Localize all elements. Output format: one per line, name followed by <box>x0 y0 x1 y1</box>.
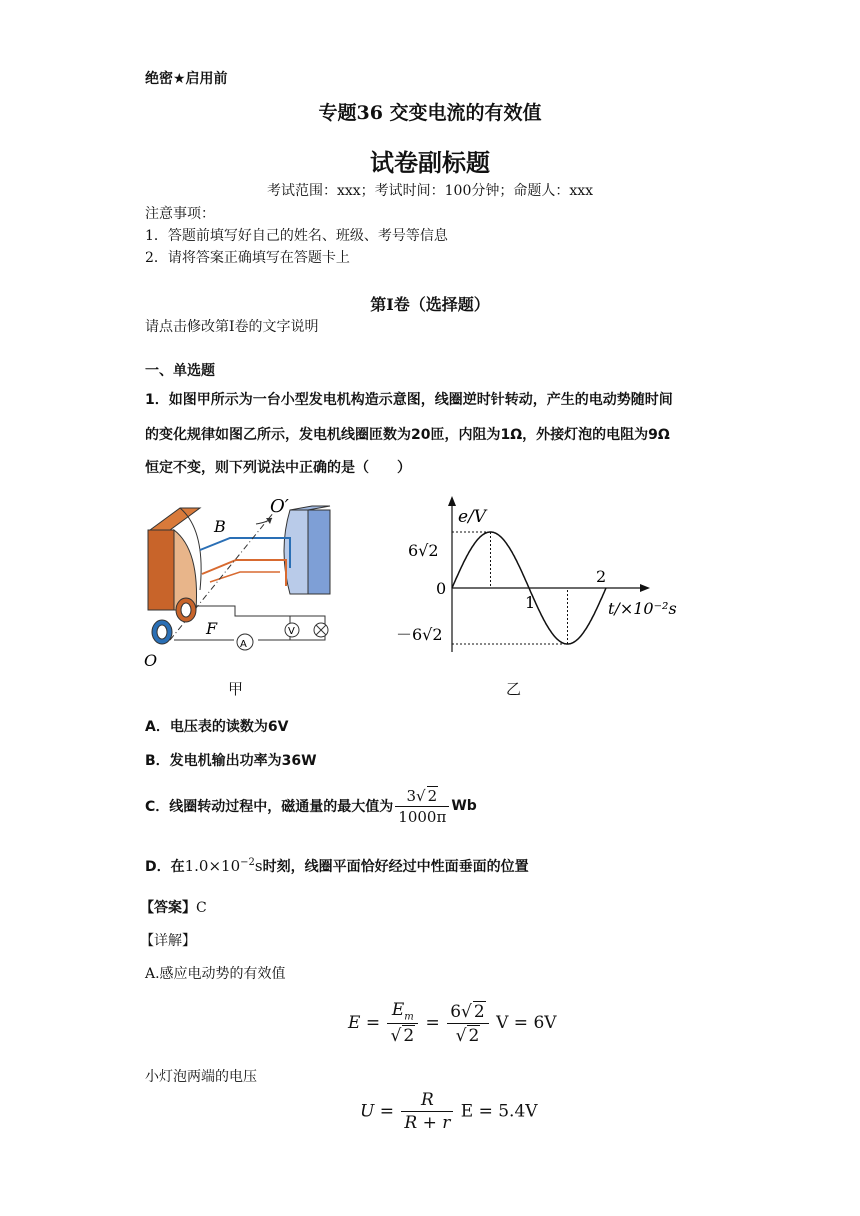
x-axis-label: t/×10⁻²s <box>608 599 677 618</box>
formula1-num1-sub: m <box>404 1011 414 1023</box>
document-title: 专题36 交变电流的有效值 <box>318 102 542 124</box>
x-tick-2: 2 <box>596 567 607 586</box>
option-b: B．发电机输出功率为36W <box>145 753 317 769</box>
notes-item-1: 1．答题前填写好自己的姓名、班级、考号等信息 <box>145 228 448 244</box>
option-d-suffix: 时刻，线圈平面恰好经过中性面垂面的位置 <box>262 859 529 875</box>
label-o-prime: O′ <box>270 496 289 517</box>
formula2-frac <box>401 1090 453 1133</box>
x-tick-1: 1 <box>525 593 536 612</box>
formula-voltage <box>360 1090 538 1133</box>
caption-jia: 甲 <box>228 680 244 698</box>
formula2-rhs: E = 5.4V <box>460 1101 538 1122</box>
section-heading: 一、单选题 <box>145 363 215 379</box>
label-f: F <box>206 619 218 638</box>
option-c-fraction: $\frac{3√ 2}{1000\pi}$ <box>395 786 449 826</box>
formula1-den1-rad: 2 <box>403 1026 415 1047</box>
formula2-num: R <box>401 1090 453 1112</box>
option-c-unit: Wb <box>451 798 477 814</box>
voltmeter-label: V <box>288 626 295 637</box>
option-a: A．电压表的读数为6V <box>145 719 289 735</box>
answer-line <box>140 897 207 917</box>
generator-diagram <box>140 490 340 670</box>
notes-heading: 注意事项： <box>145 206 215 222</box>
detail-label: 【详解】 <box>140 933 196 949</box>
point-a-text: A.感应电动势的有效值 <box>145 966 286 982</box>
formula1-frac1: $\frac{E_m}{√ 2}$ <box>387 1000 418 1046</box>
option-c-prefix: C．线圈转动过程中，磁通量的最大值为 <box>145 799 394 815</box>
emf-chart <box>380 490 700 660</box>
part1-title: 第I卷（选择题） <box>370 295 490 314</box>
y-axis-label: e/V <box>458 507 487 527</box>
option-d-exp: −2 <box>240 857 255 868</box>
formula1-rhs: V = 6V <box>496 1013 557 1034</box>
option-c-num-coef: 3 <box>406 787 417 805</box>
option-d <box>145 856 529 876</box>
formula1-den2-rad: 2 <box>468 1025 480 1046</box>
formula1-frac2: $\frac{6√ 2}{√ 2}$ <box>447 1001 489 1046</box>
question-line-1: 1．如图甲所示为一台小型发电机构造示意图，线圈逆时针转动，产生的电动势随时间 <box>145 392 673 408</box>
option-c-den: 1000π <box>398 808 447 826</box>
option-c <box>145 786 477 826</box>
y-min-label: －6√2 <box>396 625 443 644</box>
answer-label: 【答案】 <box>140 900 196 916</box>
formula-emf: E = $\frac{E_m}{√ 2}$ = $\frac{6√ 2}{√ 2}$ V = 6V <box>348 1000 557 1047</box>
formula2-den: R + r <box>404 1113 451 1133</box>
exam-info: 考试范围：xxx；考试时间：100分钟；命题人：xxx <box>266 183 594 199</box>
formula2-lhs: U = <box>360 1101 394 1122</box>
part1-desc: 请点击修改第I卷的文字说明 <box>145 319 319 335</box>
formula1-lhs: E = <box>348 1013 381 1034</box>
x-axis-arrow <box>640 584 650 592</box>
option-d-unit: s <box>254 857 263 875</box>
option-d-prefix: D．在 <box>145 859 185 875</box>
answer-value: C <box>196 900 207 916</box>
origin-label: 0 <box>436 579 447 598</box>
option-d-value <box>185 857 263 875</box>
label-o: O <box>144 651 158 670</box>
ammeter-label: A <box>240 639 247 650</box>
lamp-text: 小灯泡两端的电压 <box>145 1069 257 1085</box>
document-subtitle: 试卷副标题 <box>370 148 490 177</box>
option-c-num-rad: 2 <box>427 787 438 805</box>
y-max-label: 6√2 <box>408 541 439 560</box>
secret-label: 绝密★启用前 <box>145 71 228 87</box>
question-line-2: 的变化规律如图乙所示，发电机线圈匝数为20匝，内阻为1Ω，外接灯泡的电阻为9Ω <box>145 427 670 443</box>
question-line-3: 恒定不变，则下列说法中正确的是（ ） <box>145 460 411 476</box>
formula1-num2-rad: 2 <box>473 1001 485 1022</box>
caption-yi: 乙 <box>506 680 522 698</box>
formula1-num2-coef: 6 <box>450 1001 462 1022</box>
y-axis-arrow <box>448 496 456 506</box>
formula1-num1: E <box>391 1000 405 1020</box>
label-b: B <box>214 517 226 536</box>
option-d-base: 1.0×10 <box>184 857 241 875</box>
notes-item-2: 2．请将答案正确填写在答题卡上 <box>145 250 350 266</box>
